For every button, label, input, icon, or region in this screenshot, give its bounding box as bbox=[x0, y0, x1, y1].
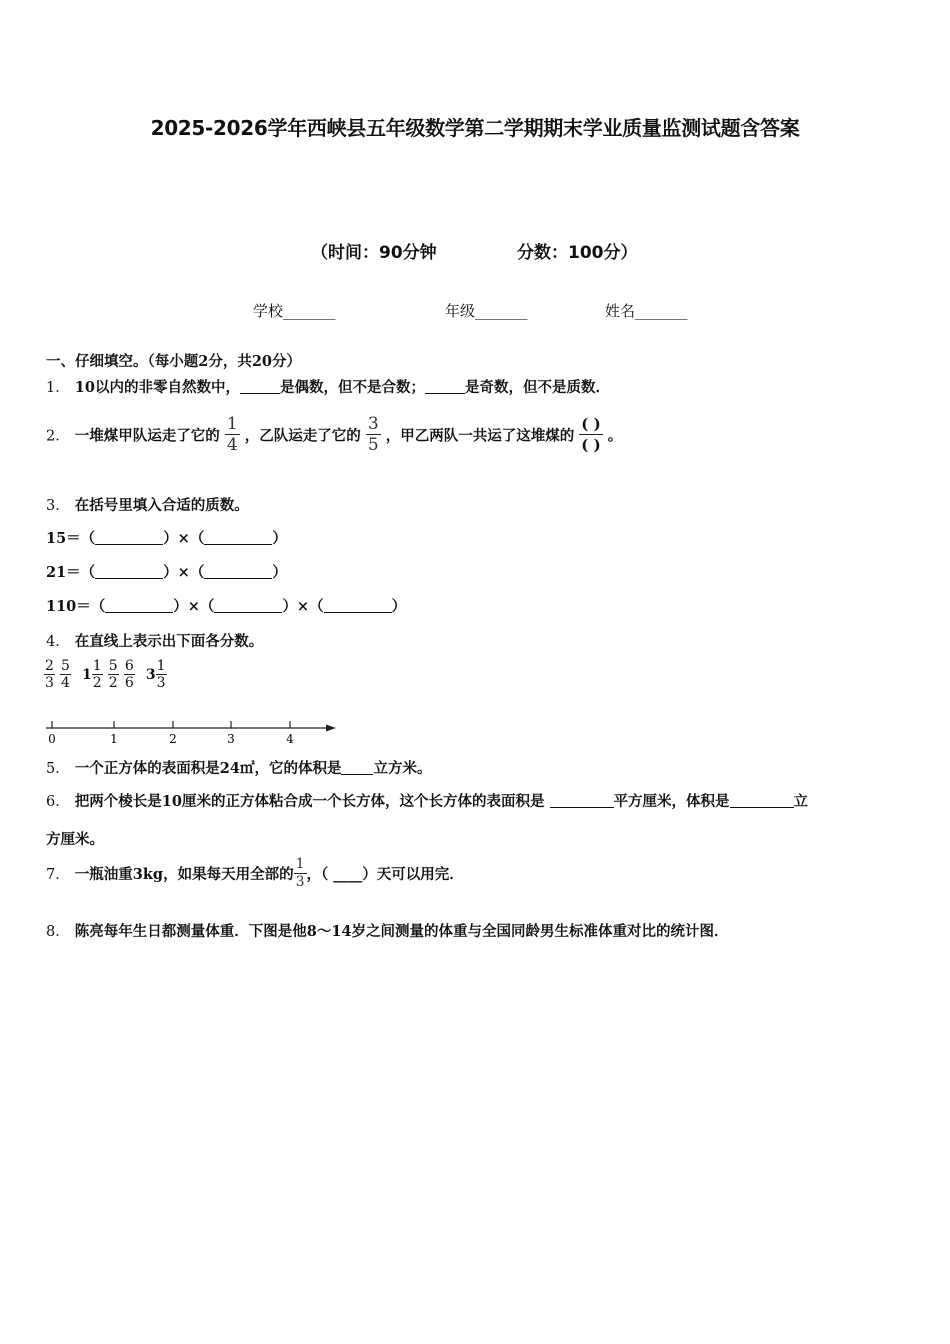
question-6 bbox=[46, 790, 808, 811]
axis-tick-label: 3 bbox=[227, 732, 235, 746]
axis-arrow bbox=[326, 725, 336, 732]
mixed-number-whole: 1 bbox=[82, 666, 92, 683]
axis-tick-label: 2 bbox=[169, 732, 177, 746]
question-7 bbox=[46, 856, 464, 891]
question-6-continued: 方厘米。 bbox=[46, 831, 104, 848]
equation-text: ）×（ bbox=[163, 530, 205, 547]
question-text: 在括号里填入合适的质数。 bbox=[74, 497, 249, 514]
question-number: 8． bbox=[46, 924, 70, 940]
question-text: 是偶数，但不是合数； bbox=[279, 379, 425, 396]
time-label: （时间：90分钟 bbox=[311, 243, 437, 263]
question-8 bbox=[46, 920, 729, 941]
number-line bbox=[40, 716, 340, 746]
question-number: 6． bbox=[46, 794, 70, 810]
fraction: $\frac{1}{3}$ bbox=[156, 658, 166, 692]
equation-row-110 bbox=[46, 595, 406, 616]
question-text: 一瓶油重3kg，如果每天用全部的 bbox=[74, 865, 294, 883]
question-2 bbox=[46, 414, 622, 456]
question-5 bbox=[46, 757, 431, 778]
equation-text: ） bbox=[272, 564, 287, 581]
grade-field: 年级_______ bbox=[445, 302, 528, 320]
equation-text: ）×（ bbox=[282, 598, 324, 615]
question-text: ，乙队运走了它的 bbox=[244, 427, 361, 445]
axis-tick-label: 1 bbox=[110, 732, 118, 746]
question-text: 立 bbox=[793, 793, 809, 810]
question-text: 立方米。 bbox=[373, 760, 432, 777]
question-text: 一个正方体的表面积是24㎡，它的体积是 bbox=[74, 760, 342, 777]
fraction: $\frac{5}{2}$ bbox=[108, 658, 118, 692]
answer-blank[interactable] bbox=[204, 530, 272, 545]
question-number: 3． bbox=[46, 498, 70, 514]
fraction-three-fifths: $\frac{3}{5}$ bbox=[367, 414, 379, 456]
equation-text: ） bbox=[272, 530, 287, 547]
question-3 bbox=[46, 494, 249, 515]
question-text: ，甲乙两队一共运了这堆煤的 bbox=[385, 427, 575, 445]
answer-blank[interactable] bbox=[425, 379, 465, 394]
equation-text: ） bbox=[391, 598, 407, 615]
question-number: 1． bbox=[46, 380, 70, 396]
answer-blank[interactable] bbox=[214, 598, 282, 613]
page-title: 2025-2026学年西峡县五年级数学第二学期期末学业质量监测试题含答案 bbox=[150, 116, 800, 140]
equation-text: ）×（ bbox=[173, 598, 215, 615]
question-text: 在直线上表示出下面各分数。 bbox=[74, 633, 264, 650]
section-heading: 一、仔细填空。（每小题2分，共20分） bbox=[46, 353, 302, 370]
fraction: $\frac{5}{4}$ bbox=[61, 658, 70, 692]
fraction-one-third: $\frac{1}{3}$ bbox=[295, 856, 305, 890]
school-field: 学校_______ bbox=[253, 302, 336, 320]
equation-text: 110＝（ bbox=[46, 598, 106, 615]
equation-text: ）×（ bbox=[163, 564, 205, 581]
question-number: 2． bbox=[46, 428, 70, 445]
answer-blank[interactable] bbox=[204, 564, 272, 579]
answer-blank[interactable] bbox=[730, 793, 794, 808]
answer-blank[interactable] bbox=[324, 598, 392, 613]
fraction-one-quarter: $\frac{1}{4}$ bbox=[226, 414, 238, 456]
question-text: 一堆煤甲队运走了它的 bbox=[74, 427, 220, 445]
name-field: 姓名_______ bbox=[605, 302, 688, 320]
question-text: 10以内的非零自然数中， bbox=[74, 379, 240, 396]
question-1 bbox=[46, 376, 610, 397]
question-number: 7． bbox=[46, 866, 70, 883]
fraction: $\frac{2}{3}$ bbox=[45, 658, 54, 692]
question-text: 。 bbox=[607, 427, 623, 445]
question-text: 是奇数，但不是质数． bbox=[464, 379, 610, 396]
answer-blank[interactable] bbox=[95, 564, 163, 579]
question-text: 平方厘米，体积是 bbox=[613, 793, 730, 810]
fraction: $\frac{1}{2}$ bbox=[92, 658, 102, 692]
answer-blank[interactable] bbox=[240, 379, 280, 394]
score-label: 分数：100分） bbox=[517, 243, 638, 263]
equation-text: 15＝（ bbox=[46, 530, 96, 547]
mixed-number-whole: 3 bbox=[145, 666, 156, 683]
question-number: 4． bbox=[46, 634, 70, 650]
question-text: 把两个棱长是10厘米的正方体粘合成一个长方体，这个长方体的表面积是 bbox=[74, 793, 550, 810]
question-4 bbox=[46, 630, 263, 651]
answer-blank[interactable] bbox=[341, 760, 373, 775]
question-text: ，（ ____）天可以用完． bbox=[306, 865, 464, 883]
question-text: 陈亮每年生日都测量体重．下图是他8～14岁之间测量的体重与全国同龄男生标准体重对比的统计图． bbox=[74, 923, 729, 940]
fraction: $\frac{6}{6}$ bbox=[124, 658, 134, 692]
equation-row-15 bbox=[46, 527, 287, 548]
answer-fraction-blank[interactable]: ( ) ( ) bbox=[581, 415, 601, 455]
question-number: 5． bbox=[46, 761, 70, 777]
answer-blank[interactable] bbox=[105, 598, 173, 613]
equation-row-21 bbox=[46, 561, 287, 582]
axis-tick-label: 4 bbox=[286, 732, 294, 746]
answer-blank[interactable] bbox=[95, 530, 163, 545]
equation-text: 21＝（ bbox=[46, 564, 96, 581]
axis-tick-label: 0 bbox=[48, 732, 56, 746]
answer-blank[interactable] bbox=[550, 793, 614, 808]
fraction-list bbox=[44, 658, 167, 691]
